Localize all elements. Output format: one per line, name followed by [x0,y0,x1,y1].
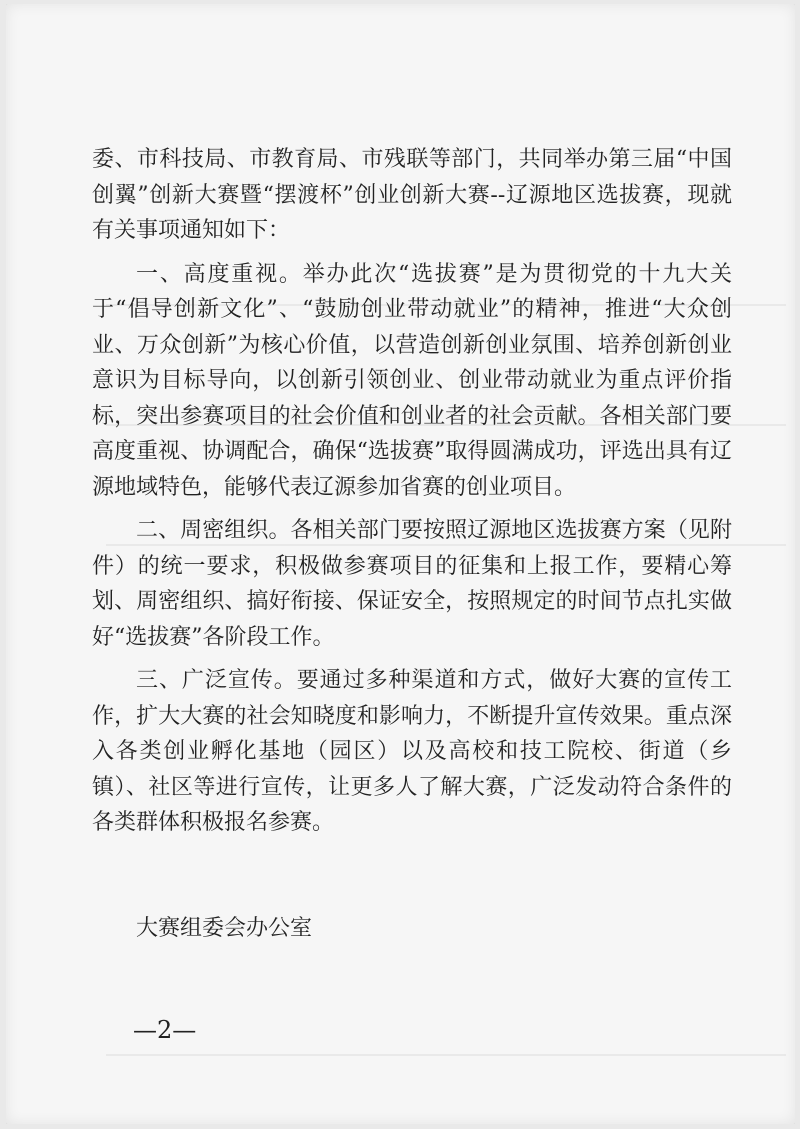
paragraph-section-2: 二、周密组织。各相关部门要按照辽源地区选拔赛方案（见附件）的统一要求，积极做参赛项目的征集和上报工作，要精心筹划、周密组织、搞好衔接、保证安全，按照规定的时间节点扎实做好“选拔赛”各阶段工作。 [92,518,732,650]
paragraph-section-1: 一、高度重视。举办此次“选拔赛”是为贯彻党的十九大关于“倡导创新文化”、“鼓励创业带动就业”的精神，推进“大众创业、万众创新”为核心价值，以营造创新创业氛围、培养创新创业意识为目标导向，以创新引领创业、创业带动就业为重点评价指标，突出参赛项目的社会价值和创业者的社会贡献。各相关部门要高度重视、协调配合，确保“选拔赛”取得圆满成功，评选出具有辽源地域特色，能够代表辽源参加省赛的创业项目。 [92,261,732,500]
body-text [92,142,732,841]
bleed-through-line [106,1054,786,1056]
page-number: —2— [133,1016,197,1044]
paragraph-section-3: 三、广泛宣传。要通过多种渠道和方式，做好大赛的宣传工作，扩大大赛的社会知晓度和影响力，不断提升宣传效果。重点深入各类创业孵化基地（园区）以及高校和技工院校、街道（乡镇）、社区等进行宣传，让更多人了解大赛，广泛发动符合条件的各类群体积极报名参赛。 [92,668,732,835]
signoff-office: 大赛组委会办公室 [136,916,313,941]
document-page [6,4,795,1124]
paragraph-intro: 委、市科技局、市教育局、市残联等部门，共同举办第三届“中国创翼”创新大赛暨“摆渡杯”创业创新大赛--辽源地区选拔赛，现就有关事项通知如下： [92,147,732,243]
